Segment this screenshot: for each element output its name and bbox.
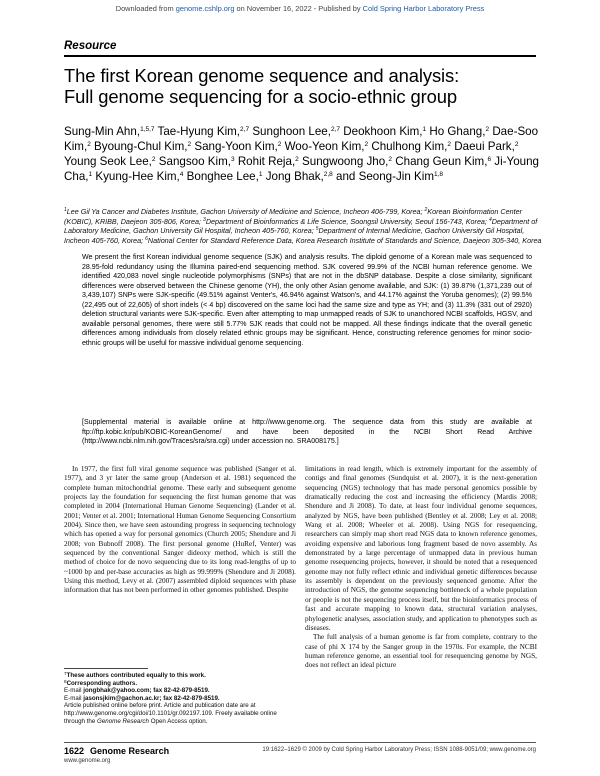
author-name: Ho Ghang,$^2$: [429, 125, 490, 138]
author-name: Chulhong Kim,$^2$: [371, 140, 452, 153]
affiliation: $^2$Korean Bioinformation Center (KOBIC), KRIBB, Daejeon 305-806, Korea;: [64, 207, 522, 226]
article-title: [64, 65, 544, 107]
banner-prefix: Downloaded from: [115, 4, 176, 13]
affiliation: $^6$National Center for Standard Reference Data, Korea Research Institute of Standards and Science, Daejeon 305-340, Korea: [145, 235, 542, 245]
author-name: Tae-Hyung Kim,$^{2,7}$: [157, 125, 250, 138]
author-name: Jong Bhak,$^{2,8}$: [265, 170, 333, 183]
author-name: Sunghoon Lee,$^{2,7}$: [252, 125, 341, 138]
title-line-2: Full genome sequencing for a socio-ethnic group: [64, 86, 457, 107]
affiliation: $^3$Department of Bioinformatics & Life Science, Soongsil University, Seoul 156-743, Korea;: [203, 216, 489, 226]
author-name: and Seong-Jin Kim$^{1,8}$: [336, 170, 444, 183]
email-link[interactable]: jasonsjkim@gachon.ac.kr; fax 82-42-879-8519.: [83, 694, 220, 702]
body-paragraph: limitations in read length, which is extremely important for the assembly of contigs and final genomes (Sundquist et al. 2007), it is the next-generation sequencing (NGS) technology that has made personal genomics possible by dramatically reducing the cost and increasing the efficiency (Mardis 2008; Shendure and Ji 2008). To date, at least four individual genome sequences, analyzed by NGS, have been published (Bentley et al. 2008; Ley et al. 2008; Wang et al. 2008; Wheeler et al. 2008). Using NGS for resequencing, researchers can simply map short read NGS data to known reference genomes, avoiding expensive and laborious long fragment based de novo assembly. As demonstrated by a large percentage of unmapped data in previous human genome resequencing projects, however, it should be noted that a resequenced genome may not fully reflect ethnic and individual genetic differences because its assembly is dependent on the previously sequenced genome. After the introduction of NGS, the genome sequencing bottleneck of a whole population or people is not the sequencing process itself, but the bioinformatics process of fast and accurate mapping to known data, structural variation analyses, phylogenetic analyses, association study, and application to phenotypes such as diseases.: [305, 465, 537, 632]
supplemental-note: [Supplemental material is available online at http://www.genome.org. The sequence data from this study are available at ftp://ftp.kobic.kr/pub/KOBIC-KoreanGenome/ and have been deposited in the NCBI Short Read Archive (http://www.ncbi.nlm.nih.gov/Traces/sra/sra.cgi) under accession no. SRA008175.]: [82, 419, 532, 446]
affiliation: $^1$Lee Gil Ya Cancer and Diabetes Institute, Gachon University of Medicine and Science, Incheon 406-799, Korea;: [64, 207, 425, 216]
author-name: Young Seok Lee,$^2$: [64, 155, 156, 168]
footnote-divider: [64, 668, 148, 669]
page-number: 1622: [64, 746, 85, 756]
author-name: Sangsoo Kim,$^3$: [158, 155, 235, 168]
body-column-left: [64, 465, 296, 596]
banner-site-link[interactable]: genome.cshlp.org: [175, 4, 235, 13]
body-paragraph: The full analysis of a human genome is far from complete, contrary to the case of phi X 174 by the Sanger group in the 1970s. For example, the NCBI human reference genome, an essential tool for resequencing genome by NGS, does not reflect an ideal picture: [305, 633, 537, 670]
section-divider: [64, 55, 536, 57]
footnote-email-1: E-mail jongbhak@yahoo.com; fax 82-42-879-8519.: [64, 687, 210, 695]
footer-divider: [64, 742, 536, 743]
author-name: Chang Geun Kim,$^6$: [395, 155, 492, 168]
footnote-email-2: E-mail jasonsjkim@gachon.ac.kr; fax 82-42-879-8519.: [64, 694, 220, 702]
footnote-contrib: $^7$These authors contributed equally to this work.: [64, 671, 206, 679]
section-label: Resource: [64, 40, 117, 52]
author-name: Ji-Young Cha,$^1$: [64, 155, 539, 183]
affiliation: $^5$Department of Internal Medicine, Gachon University Gil Hospital, Incheon 405-760, Korea;: [64, 226, 525, 245]
footnotes: [64, 672, 296, 725]
author-name: Bonghee Lee,$^1$: [186, 170, 263, 183]
abstract: We present the first Korean individual genome sequence (SJK) and analysis results. The diploid genome of a Korean male was sequenced to 28.95-fold redundancy using the Illumina paired-end sequencing method. SJK covered 99.9% of the NCBI human reference genome. We identified 420,083 novel single nucleotide polymorphisms (SNPs) that are not in the dbSNP database. Despite a close similarity, significant differences were observed between the Chinese genome (YH), the only other Asian genome available, and SJK: (1) 39.87% (1,371,239 out of 3,439,107) SNPs were SJK-specific (49.51% against Venter's, 46.94% against Watson's, and 44.17% against the Yoruba genomes); (2) 99.5% (22,495 out of 22,605) of short indels (< 4 bp) discovered on the same loci had the same size and type as YH; and (3) 11.3% (331 out of 2920) deletion structural variants were SJK-specific. Even after attempting to map unmapped reads of SJK to unanchored NCBI scaffolds, HGSV, and available personal genomes, there were still 5.77% SJK reads that could not be mapped. All these findings indicate that the overall genetic differences among individuals from closely related ethnic groups may be significant. Hence, constructing reference genomes for minor socio-ethnic groups will be useful for massive individual genome sequencing.: [82, 254, 532, 347]
title-line-1: The first Korean genome sequence and analysis:: [64, 65, 460, 86]
author-name: Dae-Soo Kim,$^2$: [64, 125, 539, 153]
affiliation: $^4$Department of Laboratory Medicine, Gachon University Gil Hospital, Incheon 405-760, Korea;: [64, 216, 538, 235]
body-column-right: [305, 465, 537, 671]
footnote-article-info: Article published online before print. Article and publication date are at http://www.genome.org/cgi/doi/10.1101/gr.092197.109. Freely available online through the Genome Research Open Access option.: [64, 702, 277, 725]
author-name: Kyung-Hee Kim,$^4$: [95, 170, 184, 183]
author-name: Sungwoong Jho,$^2$: [302, 155, 393, 168]
journal-name: Genome Research: [90, 746, 170, 756]
body-paragraph: In 1977, the first full viral genome sequence was published (Sanger et al. 1977), and 3 yr later the same group (Anderson et al. 1981) sequenced the complete human mitochondrial genome. These early and subsequent genome projects lay the foundation for sequencing the first human genome that was completed in 2004 (International Human Genome Sequencing) (Lander et al. 2001; Venter et al. 2001; International Human Genome Sequencing Consortium 2004). Since then, we have seen astounding progress in sequencing technology which has opened a way for personal genomics (Church 2005; Shendure and Ji 2008; von Bubnoff 2008). The first personal genome (HuRef, Venter) was sequenced by the conventional Sanger dideoxy method, which is still the method of choice for de novo sequencing due to its long read-lengths of up to ~1000 bp and per-base accuracies as high as 99.999% (Shendure and Ji 2008). Using this method, Levy et al. (2007) assembled diploid sequences with phase information that has not been performed in other genomes published. Despite: [64, 465, 296, 595]
author-name: Sang-Yoon Kim,$^2$: [194, 140, 282, 153]
download-banner: [0, 4, 600, 13]
banner-middle: on November 16, 2022 - Published by: [234, 4, 363, 13]
author-name: Rohit Reja,$^2$: [237, 155, 299, 168]
footnote-corresponding: $^8$Corresponding authors.: [64, 678, 138, 687]
footer-page-info: [64, 746, 169, 756]
author-name: Byoung-Chul Kim,$^2$: [94, 140, 192, 153]
author-list: [64, 124, 544, 184]
footer-url[interactable]: www.genome.org: [64, 758, 111, 764]
affiliations: [64, 207, 542, 245]
author-name: Sung-Min Ahn,$^{1,5,7}$: [64, 125, 155, 138]
author-name: Woo-Yeon Kim,$^2$: [284, 140, 369, 153]
author-name: Deokhoon Kim,$^1$: [343, 125, 427, 138]
email-link[interactable]: jongbhak@yahoo.com; fax 82-42-879-8519.: [83, 687, 210, 695]
banner-publisher-link[interactable]: Cold Spring Harbor Laboratory Press: [362, 4, 485, 13]
author-name: Daeui Park,$^2$: [454, 140, 519, 153]
footer-copyright: 19:1622–1629 © 2009 by Cold Spring Harbor Laboratory Press; ISSN 1088-9051/09; www.genome.org: [262, 747, 536, 753]
